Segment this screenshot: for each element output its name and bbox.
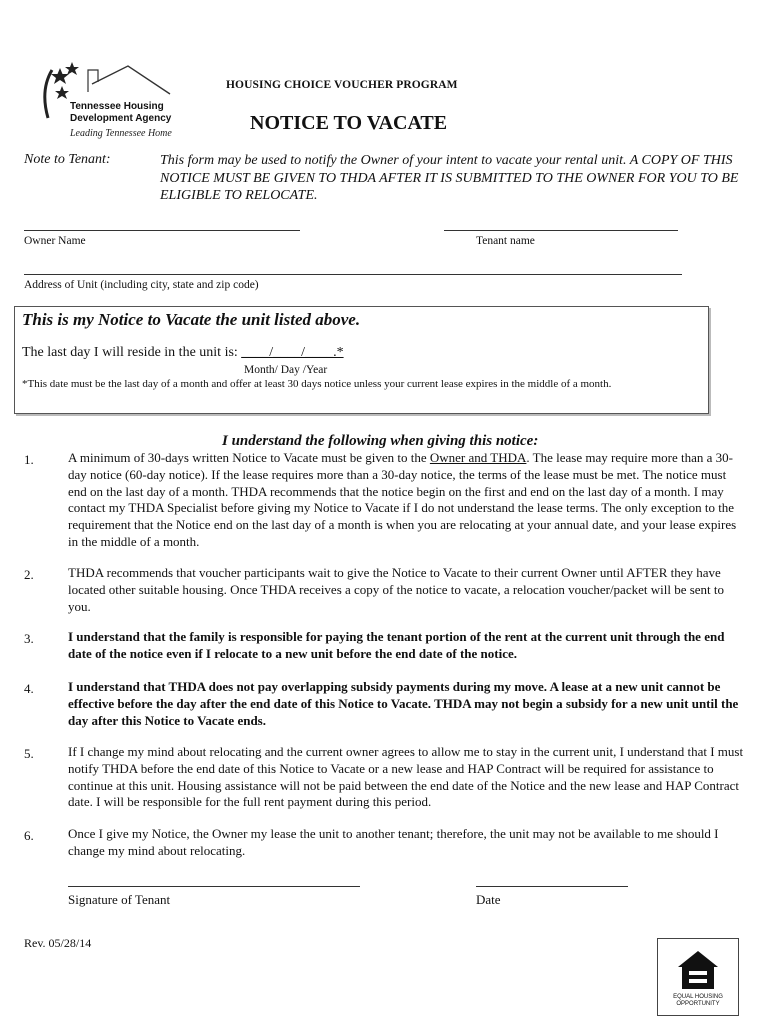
address-label: Address of Unit (including city, state and zip code)	[24, 279, 259, 291]
item-number: 3.	[24, 631, 34, 646]
date-field[interactable]	[476, 886, 628, 887]
owner-name-field[interactable]	[24, 230, 300, 231]
eho-line2: OPPORTUNITY	[676, 1001, 720, 1007]
tenant-name-field[interactable]	[444, 230, 678, 231]
list-item	[68, 450, 748, 551]
tenant-name-label: Tenant name	[476, 235, 535, 247]
last-day-prefix: The last day I will reside in the unit is:	[22, 345, 242, 360]
program-name: HOUSING CHOICE VOUCHER PROGRAM	[226, 79, 458, 91]
item-number: 4.	[24, 681, 34, 696]
item-number: 5.	[24, 746, 34, 761]
understand-heading: I understand the following when giving this notice:	[222, 433, 539, 449]
revision-date: Rev. 05/28/14	[24, 936, 92, 950]
page-title: NOTICE TO VACATE	[250, 112, 448, 134]
note-label: Note to Tenant:	[24, 152, 111, 167]
eho-line1: EQUAL HOUSING	[673, 994, 723, 1000]
list-item: I understand that the family is responsible for paying the tenant portion of the rent at the current unit through the end date of the notice even if I relocate to a new unit before the end date of the notice.	[68, 629, 725, 661]
equal-housing-logo	[657, 938, 739, 1016]
date-label: Date	[476, 892, 501, 907]
list-item: THDA recommends that voucher participants wait to give the Notice to Vacate to their current Owner until AFTER they have located other suitable housing. Once THDA receives a copy of the notice to vacate, a relocation voucher/packet will be sent to you.	[68, 565, 725, 614]
logo-tagline: Leading Tennessee Home	[70, 128, 172, 139]
last-day-line	[22, 345, 344, 361]
item-text: . The lease may require more than a 30-day notice (60-day notice). If the lease requires more than a 30-day notice, the terms of the lease must be met. The notice must end on the last day of a month. THDA recommends that the notice begin on the first and end on the last day of a month. I may contact my THDA Specialist before giving my Notice to Vacate if I do not understand the lease terms. The only exception to the requirement that the Notice end on the last day of a month is when you are relocating at your annual date, and your lease expires in the middle of a month.	[68, 450, 737, 549]
list-item: I understand that THDA does not pay overlapping subsidy payments during my move. A lease at a new unit cannot be effective before the day after the end date of this Notice to Vacate. THDA may not begin a subsidy for a new unit until the day after this Notice to Vacate ends.	[68, 679, 739, 728]
list-item: Once I give my Notice, the Owner my lease the unit to another tenant; therefore, the unit may not be available to me should I change my mind about relocating.	[68, 826, 719, 858]
item-number: 6.	[24, 828, 34, 843]
item-number: 1.	[24, 452, 34, 467]
item-number: 2.	[24, 567, 34, 582]
item-underlined-text: Owner and THDA	[429, 450, 527, 465]
date-format-hint: Month/ Day /Year	[244, 364, 328, 376]
logo-org-line2: Development Agency	[70, 113, 172, 124]
item-text: A minimum of 30-days written Notice to Vacate must be given to the	[68, 450, 430, 465]
logo-org-line1: Tennessee Housing	[70, 101, 164, 112]
equal-housing-text	[658, 994, 738, 1008]
list-item: If I change my mind about relocating and the current owner agrees to allow me to stay in the current unit, I understand that I must notify THDA before the end date of this Notice to Vacate or a new lease and HAP Contract will be required for assistance to continue at this unit. Housing assistance will not be paid between the end date of the Notice and the new lease and HAP Contract date. I will be responsible for the full rent payment during this period.	[68, 744, 744, 810]
notice-box-heading: This is my Notice to Vacate the unit listed above.	[22, 310, 361, 329]
last-day-date-field[interactable]: ____/____/____.*	[241, 345, 344, 360]
owner-name-label: Owner Name	[24, 235, 86, 247]
date-footnote: *This date must be the last day of a month and offer at least 30 days notice unless your current lease expires in the middle of a month.	[22, 378, 612, 390]
signature-field[interactable]	[68, 886, 360, 887]
logo-org-name	[70, 101, 171, 125]
house-icon	[658, 939, 738, 994]
star-icon	[55, 86, 69, 99]
signature-label: Signature of Tenant	[68, 892, 171, 907]
star-icon	[51, 68, 69, 84]
star-icon	[65, 62, 79, 75]
note-text: This form may be used to notify the Owner of your intent to vacate your rental unit. A COPY OF THIS NOTICE MUST BE GIVEN TO THDA AFTER IT IS SUBMITTED TO THE OWNER FOR YOU TO BE ELIGIBLE TO RELOCATE.	[160, 153, 739, 203]
address-field[interactable]	[24, 274, 682, 275]
